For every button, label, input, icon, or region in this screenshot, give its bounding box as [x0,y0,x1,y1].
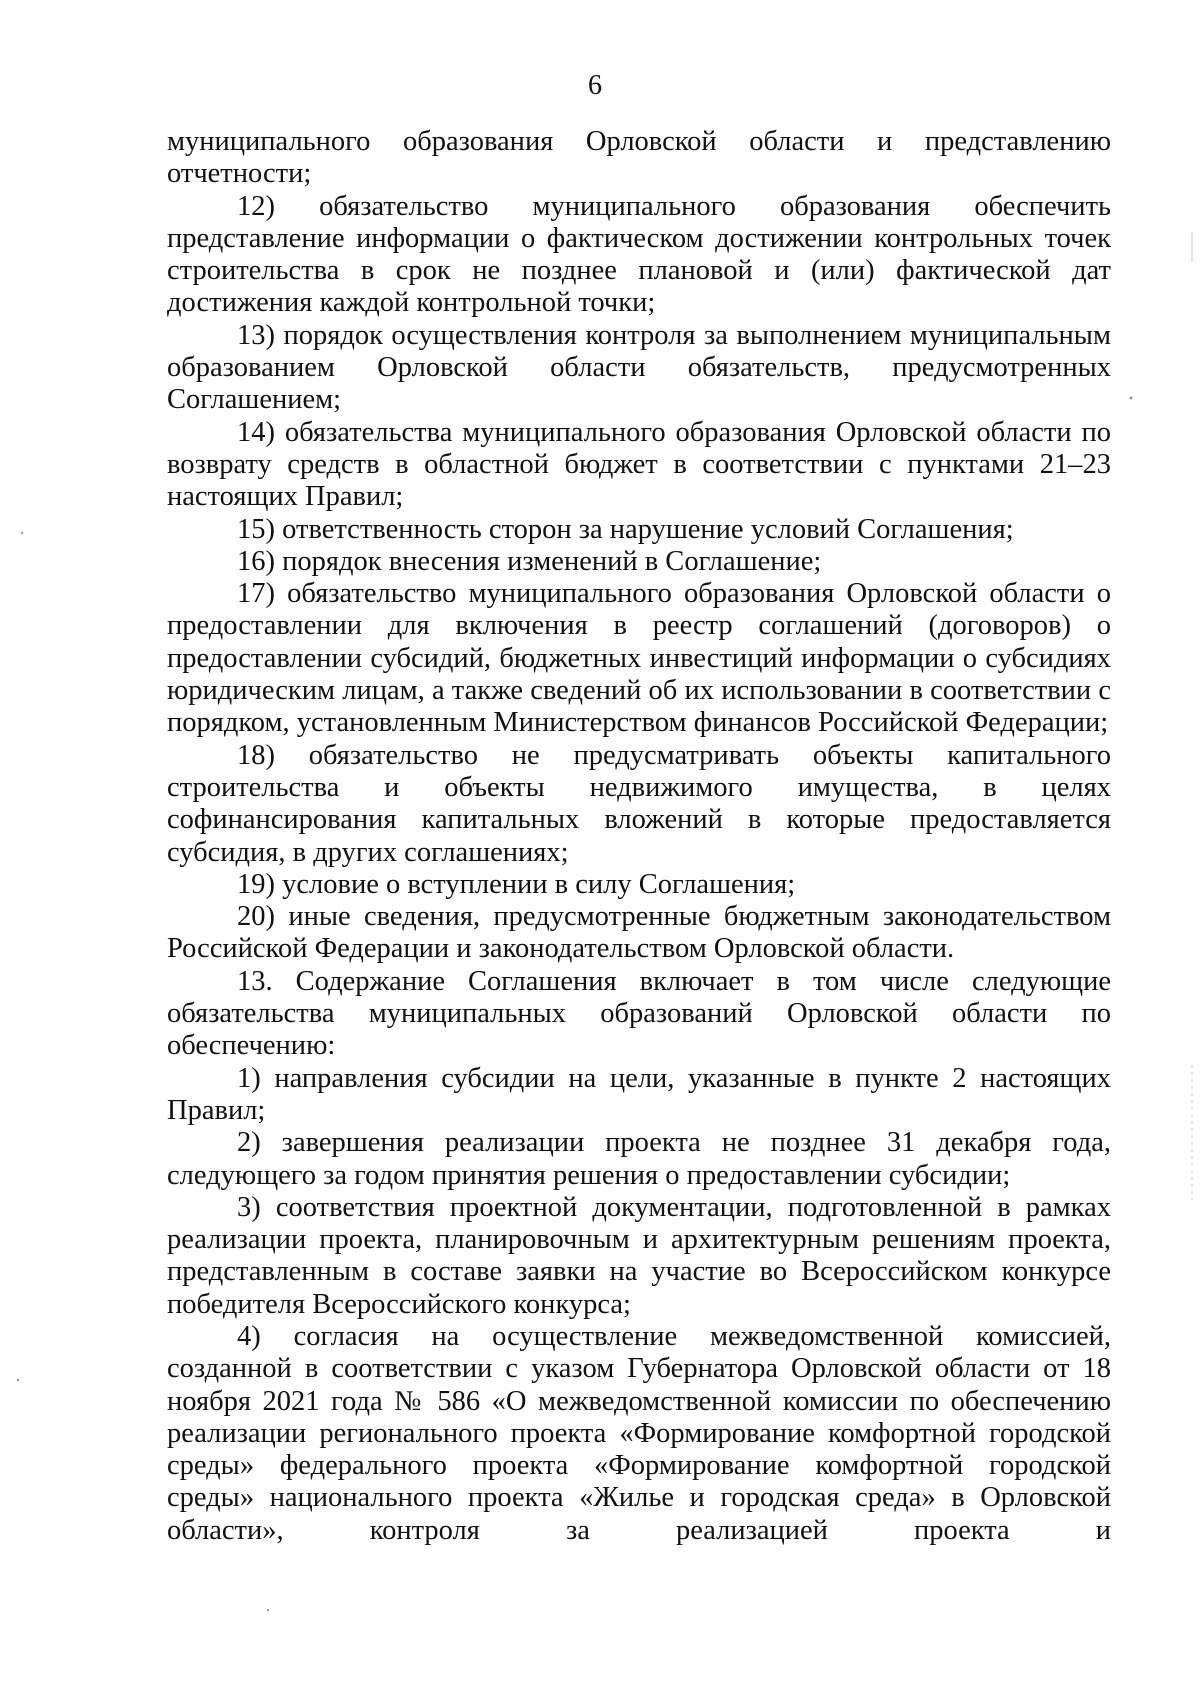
paragraph-item-15: 15) ответственность сторон за нарушение условий Соглашения; [237,513,1014,545]
paragraph-item-14: 14) обязательства муниципального образования Орловской области по возврату средств в областной бюджет в соответствии с пунктами 21–23 настоящих Правил; [167,416,1111,513]
paragraph-section-13-item-3: 3) соответствия проектной документации, подготовленной в рамках реализации проекта, планировочным и архитектурным решениям проекта, представленным в составе заявки на участие во Всероссийском конкурсе победителя Всероссийского конкурса; [167,1191,1111,1320]
paragraph-item-19: 19) условие о вступлении в силу Соглашения; [237,868,796,900]
paragraph-item-17: 17) обязательство муниципального образования Орловской области о предоставлении для включения в реестр соглашений (договоров) о предоставлении субсидий, бюджетных инвестиций информации о субсидиях юридическим лицам, а также сведений об их использовании в соответствии с порядком, установленным Министерством финансов Российской Федерации; [167,578,1111,739]
paragraph-section-13-item-1: 1) направления субсидии на цели, указанные в пункте 2 настоящих Правил; [167,1062,1111,1126]
paragraph-section-13-item-4: 4) согласия на осуществление межведомственной комиссией, созданной в соответствии с указом Губернатора Орловской области от 18 ноября 2021 года № 586 «О межведомственной комиссии по обеспечению реализации регионального проекта «Формирование комфортной городской среды» федерального проекта «Формирование комфортной городской среды» национального проекта «Жилье и городская среда» в Орловской области», контроля за реализацией проекта и [167,1320,1111,1546]
document-body [167,126,1111,1547]
paragraph-item-13: 13) порядок осуществления контроля за выполнением муниципальным образованием Орловской области обязательств, предусмотренных Соглашением; [167,319,1111,416]
paragraph-item-18: 18) обязательство не предусматривать объекты капитального строительства и объекты недвижимого имущества, в целях софинансирования капитальных вложений в которые предоставляется субсидия, в других соглашениях; [167,739,1111,868]
scan-speck [17,1379,19,1381]
scan-speck [267,1609,269,1611]
paragraph-item-20: 20) иные сведения, предусмотренные бюджетным законодательством Российской Федерации и законодательством Орловской области. [167,901,1111,965]
paragraph-item-16: 16) порядок внесения изменений в Соглашение; [237,545,822,577]
paragraph-section-13: 13. Содержание Соглашения включает в том числе следующие обязательства муниципальных образований Орловской области по обеспечению: [167,965,1111,1062]
paragraph-section-13-item-2: 2) завершения реализации проекта не позднее 31 декабря года, следующего за годом принятия решения о предоставлении субсидии; [167,1127,1111,1191]
paragraph-item-12: 12) обязательство муниципального образования обеспечить представление информации о фактическом достижении контрольных точек строительства в срок не позднее плановой и (или) фактической дат достижения каждой контрольной точки; [167,190,1111,319]
page-number: 6 [588,70,602,101]
paragraph-continuation: муниципального образования Орловской области и представлению отчетности; [167,126,1111,190]
scan-speck [21,532,23,534]
scan-speck [1130,397,1133,400]
